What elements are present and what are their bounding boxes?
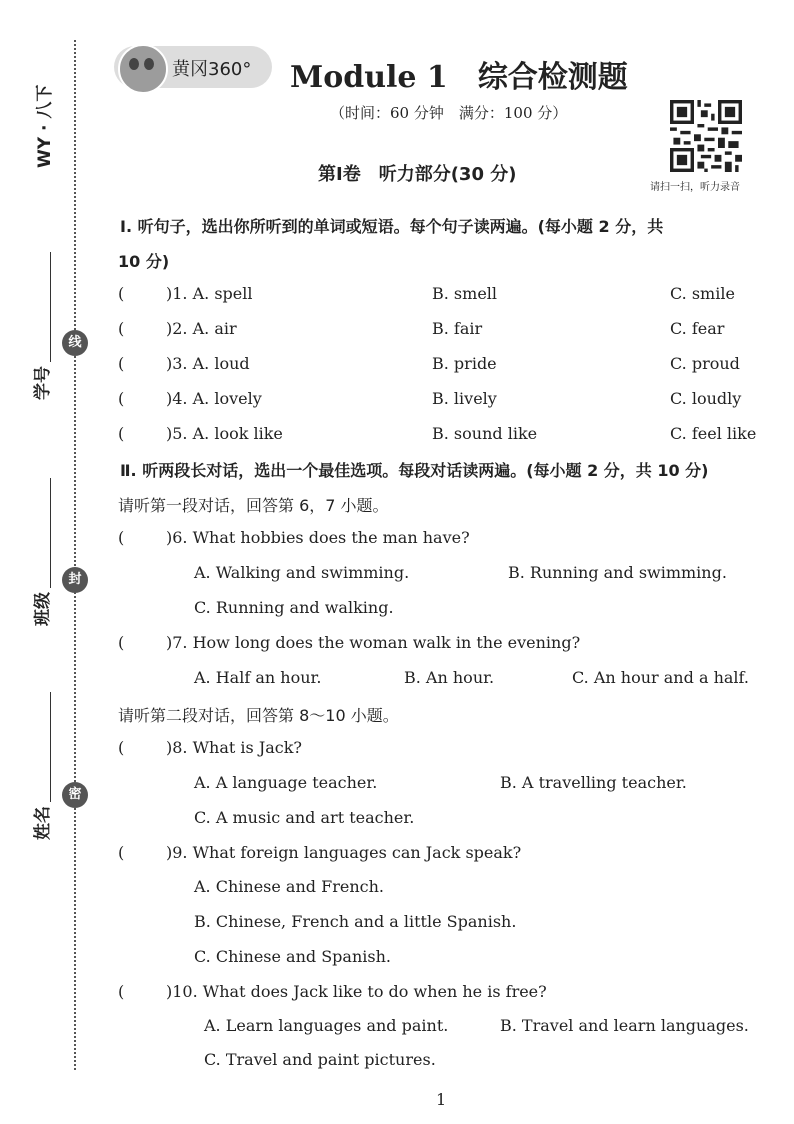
qr-caption: 请扫一扫，听力录音 xyxy=(650,182,740,193)
module-label: Module 1 xyxy=(290,60,448,95)
edition-label: WY · 八下 xyxy=(35,84,55,168)
dialog2-intro: 请听第二段对话，回答第 8～10 小题。 xyxy=(118,706,399,725)
question-stem: )10. What does Jack like to do when he is free? xyxy=(166,982,547,1001)
option-b: B. fair xyxy=(432,319,483,338)
option-a: A. Half an hour. xyxy=(194,668,322,687)
option-c: C. Travel and paint pictures. xyxy=(204,1050,436,1069)
answer-blank[interactable]: ( xyxy=(118,319,125,338)
part1-instruction: Ⅰ. 听句子，选出你所听到的单词或短语。每个句子读两遍。(每小题 2 分，共 xyxy=(120,217,664,236)
option-b: B. A travelling teacher. xyxy=(500,773,687,792)
part1-instruction-cont: 10 分) xyxy=(118,252,170,271)
question-stem: )6. What hobbies does the man have? xyxy=(166,528,470,547)
option-b: B. An hour. xyxy=(404,668,495,687)
option-c: C. A music and art teacher. xyxy=(194,808,415,827)
option-a: A. Learn languages and paint. xyxy=(204,1016,449,1035)
name-field[interactable] xyxy=(28,692,53,840)
option-c: C. An hour and a half. xyxy=(572,668,749,687)
answer-blank[interactable]: ( xyxy=(118,843,125,862)
answer-blank[interactable]: ( xyxy=(118,633,125,652)
option-b: B. Chinese, French and a little Spanish. xyxy=(194,912,517,931)
option-a: A. Chinese and French. xyxy=(194,877,384,896)
answer-blank[interactable]: ( xyxy=(118,982,125,1001)
option-b: B. smell xyxy=(432,284,498,303)
question-stem: )1. A. spell xyxy=(166,284,253,303)
class-field[interactable] xyxy=(28,478,53,626)
cut-line xyxy=(74,40,76,1070)
question-stem: )2. A. air xyxy=(166,319,237,338)
answer-blank[interactable]: ( xyxy=(118,354,125,373)
option-c: C. smile xyxy=(670,284,735,303)
seal-seal: 封 xyxy=(62,567,88,593)
kids-logo-icon xyxy=(118,44,168,94)
option-b: B. Running and swimming. xyxy=(508,563,727,582)
seal-secret: 密 xyxy=(62,782,88,808)
brand-badge xyxy=(114,46,272,88)
answer-blank[interactable]: ( xyxy=(118,528,125,547)
answer-blank[interactable]: ( xyxy=(118,424,125,443)
brand-text: 黄冈360° xyxy=(172,59,252,80)
question-stem: )9. What foreign languages can Jack speak? xyxy=(166,843,522,862)
answer-blank[interactable]: ( xyxy=(118,284,125,303)
option-c: C. Chinese and Spanish. xyxy=(194,947,391,966)
option-b: B. sound like xyxy=(432,424,538,443)
binding-margin xyxy=(0,0,80,1124)
answer-blank[interactable]: ( xyxy=(118,738,125,757)
question-stem: )5. A. look like xyxy=(166,424,283,443)
question-stem: )7. How long does the woman walk in the evening? xyxy=(166,633,581,652)
student-number-field[interactable] xyxy=(28,252,53,400)
page-number: 1 xyxy=(436,1090,447,1109)
dialog1-intro: 请听第一段对话，回答第 6，7 小题。 xyxy=(118,496,389,515)
option-c: C. feel like xyxy=(670,424,757,443)
option-a: A. A language teacher. xyxy=(194,773,378,792)
option-c: C. fear xyxy=(670,319,725,338)
question-stem: )3. A. loud xyxy=(166,354,250,373)
section-title: 第Ⅰ卷 听力部分(30 分) xyxy=(318,164,517,185)
page-title xyxy=(290,52,658,96)
title-label: 综合检测题 xyxy=(477,60,628,95)
option-a: A. Walking and swimming. xyxy=(194,563,410,582)
question-stem: )4. A. lovely xyxy=(166,389,262,408)
answer-blank[interactable]: ( xyxy=(118,389,125,408)
part2-instruction: Ⅱ. 听两段长对话，选出一个最佳选项。每段对话读两遍。(每小题 2 分，共 10 分) xyxy=(120,461,709,480)
qr-code-icon[interactable] xyxy=(670,100,742,172)
option-b: B. Travel and learn languages. xyxy=(500,1016,749,1035)
option-c: C. loudly xyxy=(670,389,742,408)
option-b: B. pride xyxy=(432,354,497,373)
student-number-label: 学号 xyxy=(33,366,53,400)
question-stem: )8. What is Jack? xyxy=(166,738,302,757)
option-c: C. Running and walking. xyxy=(194,598,394,617)
option-c: C. proud xyxy=(670,354,740,373)
name-label: 姓名 xyxy=(33,806,53,840)
option-b: B. lively xyxy=(432,389,497,408)
seal-line: 线 xyxy=(62,330,88,356)
class-label: 班级 xyxy=(33,592,53,626)
exam-info: （时间：60 分钟 满分：100 分） xyxy=(330,104,568,122)
